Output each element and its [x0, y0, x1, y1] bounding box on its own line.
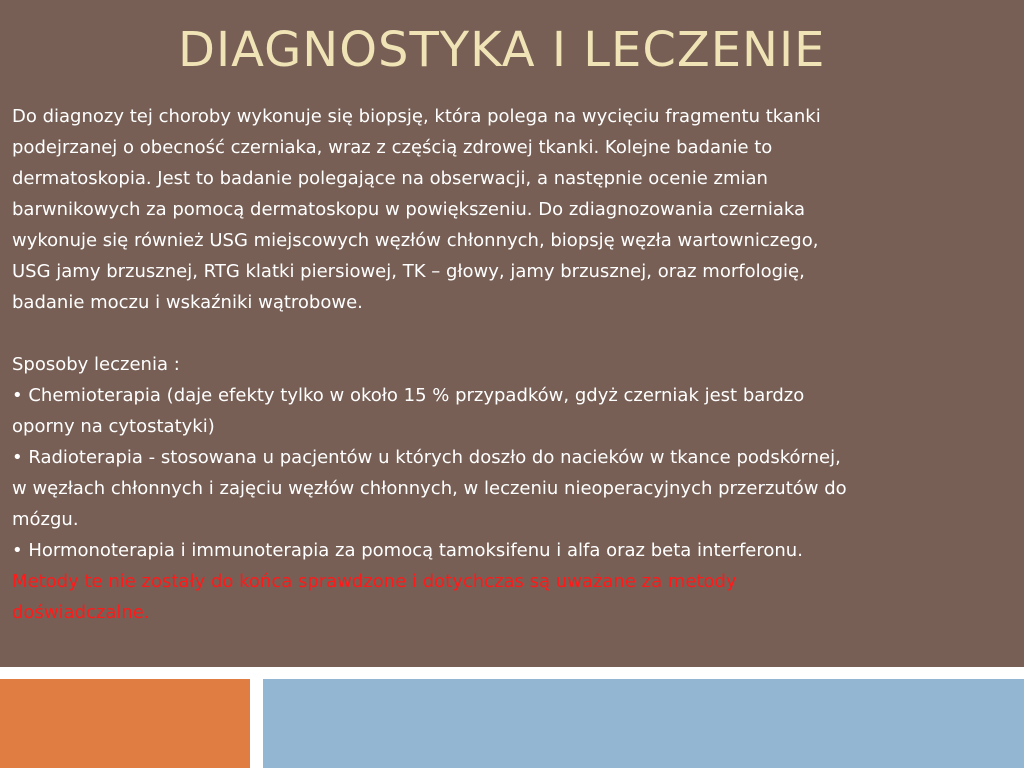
- intro-line: dermatoskopia. Jest to badanie polegające na obserwacji, a następnie ocenie zmian: [12, 168, 768, 189]
- slide-body: [12, 101, 1012, 628]
- slide-title: DIAGNOSTYKA I LECZENIE: [178, 22, 826, 78]
- treatment-heading: Sposoby leczenia :: [12, 354, 180, 375]
- intro-line: podejrzanej o obecność czerniaka, wraz z częścią zdrowej tkanki. Kolejne badanie to: [12, 137, 773, 158]
- intro-line: badanie moczu i wskaźniki wątrobowe.: [12, 292, 363, 313]
- treatment-line: mózgu.: [12, 509, 79, 530]
- warning-line: Metody te nie zostały do końca sprawdzone i dotychczas są uważane za metody: [12, 571, 737, 592]
- intro-line: USG jamy brzusznej, RTG klatki piersiowej, TK – głowy, jamy brzusznej, oraz morfologię,: [12, 261, 805, 282]
- blue-accent-block: [263, 679, 1024, 768]
- treatment-line: • Chemioterapia (daje efekty tylko w około 15 % przypadków, gdyż czerniak jest bardzo: [12, 385, 805, 406]
- intro-line: wykonuje się również USG miejscowych węzłów chłonnych, biopsję węzła wartowniczego,: [12, 230, 819, 251]
- intro-line: Do diagnozy tej choroby wykonuje się biopsję, która polega na wycięciu fragmentu tkanki: [12, 106, 821, 127]
- intro-line: barwnikowych za pomocą dermatoskopu w powiększeniu. Do zdiagnozowania czerniaka: [12, 199, 806, 220]
- orange-accent-block: [0, 679, 250, 768]
- warning-line: doświadczalne.: [12, 602, 150, 623]
- treatment-line: • Hormonoterapia i immunoterapia za pomocą tamoksifenu i alfa oraz beta interferonu.: [12, 540, 803, 561]
- treatment-line: • Radioterapia - stosowana u pacjentów u których doszło do nacieków w tkance podskórnej,: [12, 447, 841, 468]
- paragraph-gap: [12, 318, 1012, 349]
- treatment-line: w węzłach chłonnych i zajęciu węzłów chłonnych, w leczeniu nieoperacyjnych przerzutów do: [12, 478, 847, 499]
- treatment-line: oporny na cytostatyki): [12, 416, 215, 437]
